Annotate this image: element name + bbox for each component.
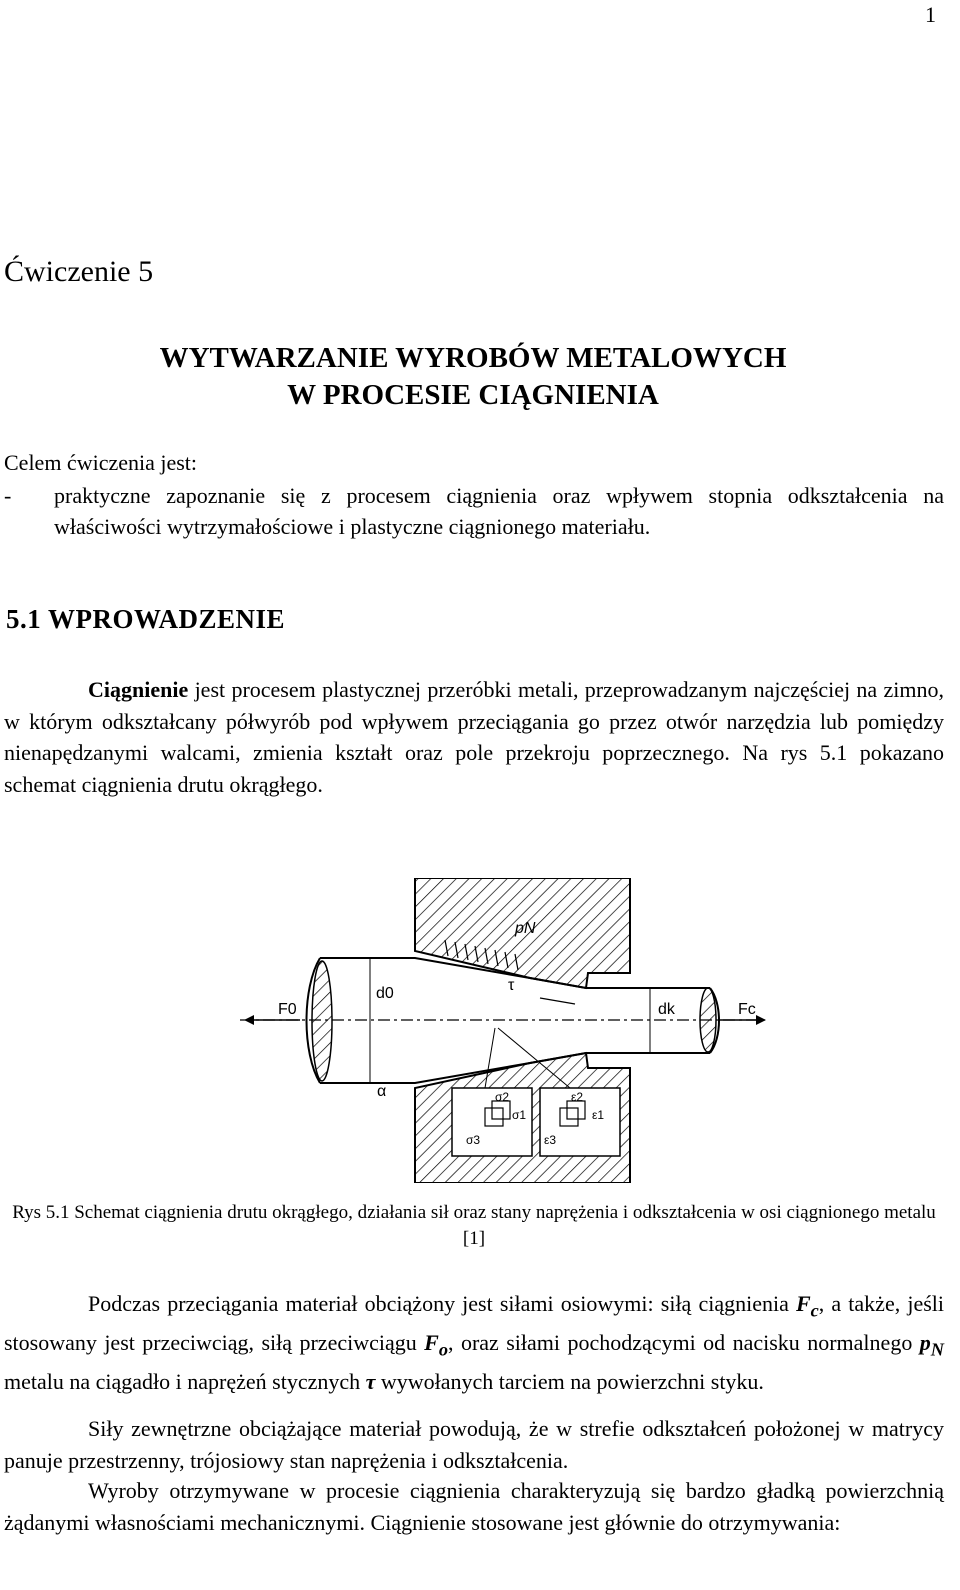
label-tau: τ [508, 977, 515, 994]
forces-text-5: wywołanych tarciem na powierzchni styku. [375, 1368, 764, 1394]
label-sigma1: σ1 [512, 1108, 527, 1122]
goal-item-text: praktyczne zapoznanie się z procesem ciągnienia oraz wpływem stopnia odkształcenia na właściwości wytrzymałościowe i plastyczne ciągnionego materiału. [54, 483, 944, 539]
label-dk: dk [658, 1001, 675, 1018]
title-line-2: W PROCESIE CIĄGNIENIA [287, 379, 659, 411]
section-heading [6, 604, 285, 635]
section-number: 5.1 [6, 604, 42, 634]
section-title: WPROWADZENIE [48, 604, 286, 634]
label-sigma3: σ3 [466, 1133, 481, 1147]
label-eps3: ε3 [544, 1133, 557, 1147]
forces-text-1: Podczas przeciągania materiał obciążony jest siłami osiowymi: siłą ciągnienia [88, 1291, 796, 1316]
symbol-fc: $F_c$ [795, 1291, 819, 1321]
figure-caption: Rys 5.1 Schemat ciągnienia drutu okrągłego, działania sił oraz stany naprężenia i odkształcenia w osi ciągnionego metalu [1] [12, 1202, 936, 1249]
label-sigma2: σ2 [495, 1090, 510, 1104]
stress-state-paragraph: Siły zewnętrzne obciążające materiał powodują, że w strefie odkształceń położonej w matrycy panuje przestrzenny, trójosiowy stan naprężenia i odkształcenia. [4, 1416, 944, 1473]
forces-text-3: , oraz siłami pochodzącymi od nacisku normalnego [448, 1329, 920, 1355]
chapter-label: Ćwiczenie 5 [4, 255, 154, 288]
document-title [0, 340, 946, 414]
stress-element-box [452, 1088, 532, 1156]
label-d0: d0 [376, 985, 394, 1002]
label-alpha: α [377, 1083, 387, 1100]
tau-arrow [540, 998, 575, 1004]
goal-list-item [4, 480, 944, 542]
label-f0: F0 [278, 1001, 297, 1018]
label-eps2: ε2 [571, 1090, 584, 1104]
title-line-1: WYTWARZANIE WYROBÓW METALOWYCH [159, 342, 787, 374]
symbol-tau: τ [365, 1368, 376, 1394]
forces-text-4: metalu na ciągadło i naprężeń stycznych [4, 1368, 366, 1394]
term-ciagnienie: Ciągnienie [88, 677, 189, 702]
goal-intro: Celem ćwiczenia jest: [4, 450, 198, 475]
symbol-fo: $F_o$ [424, 1329, 449, 1360]
label-eps1: ε1 [592, 1108, 605, 1122]
label-pn: pN [515, 920, 536, 937]
forces-text-2: , a także, jeśli stosowany jest przeciwciąg, siłą przeciwciągu [4, 1291, 944, 1355]
forces-paragraph [4, 1288, 944, 1397]
symbol-pn: $p_N$ [919, 1329, 944, 1360]
intro-paragraph-text: jest procesem plastycznej przeróbki metali, przeprowadzanym najczęściej na zimno, w którym odkształcany półwyrób pod wpływem przeciągania go przez otwór narzędzia lub pomiędzy nienapędzanymi walcami, zmienia kształt oraz pole przekroju poprzecznego. Na rys 5.1 pokazano schemat ciągnienia drutu okrągłego. [4, 677, 944, 797]
drawing-schematic-figure [240, 878, 770, 1183]
page-number: 1 [925, 2, 936, 27]
products-paragraph: Wyroby otrzymywane w procesie ciągnienia charakteryzują się bardzo gładką powierzchnią żądanymi własnościami mechanicznymi. Ciągnienie stosowane jest głównie do otrzymywania: [4, 1478, 944, 1535]
intro-paragraph [4, 674, 944, 800]
list-dash: - [4, 483, 12, 508]
label-fc: Fc [738, 1001, 756, 1018]
